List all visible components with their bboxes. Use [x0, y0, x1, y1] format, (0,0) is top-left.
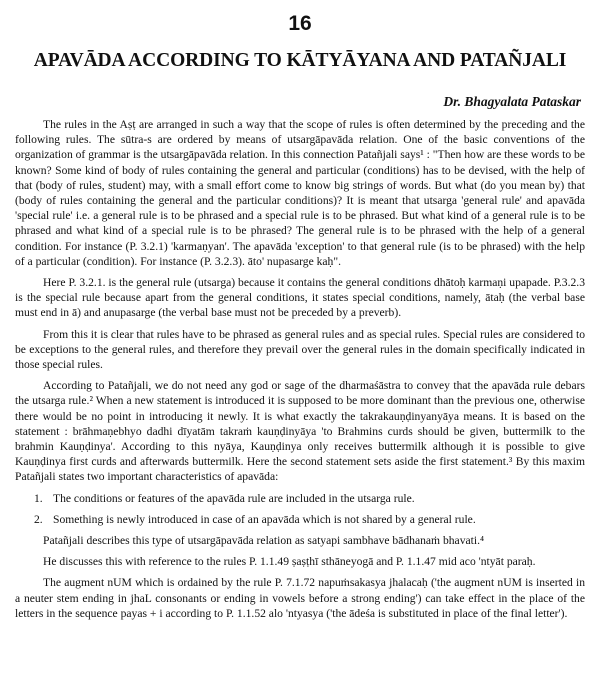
chapter-number: 16 [288, 12, 312, 35]
list-item-number: 1. [34, 491, 43, 505]
list-item [15, 512, 585, 527]
chapter-title: APAVĀDA ACCORDING TO KĀTYĀYANA AND PATAÑJALI [33, 50, 567, 71]
list-item-text: Something is newly introduced in case of an apavāda which is not shared by a general rule. [53, 512, 476, 526]
list-item-text: The conditions or features of the apavāda rule are included in the utsarga rule. [53, 491, 415, 505]
paragraph: He discusses this with reference to the rules P. 1.1.49 ṣaṣṭhī sthāneyogā and P. 1.1.47 mid aco 'ntyāt paraḥ. [43, 555, 536, 569]
author-name: Dr. Bhagyalata Pataskar [443, 94, 581, 109]
list-item-number: 2. [34, 512, 43, 526]
paragraph: From this it is clear that rules have to be phrased as general rules and as special rules. Special rules are considered to be exceptions to the general rules, and therefore they prevail over the general rules in the domain specifically indicated in those special rules. [15, 327, 585, 372]
paragraph: The augment nUM which is ordained by the rule P. 7.1.72 napuṁsakasya jhalacaḥ ('the augment nUM is inserted in a neuter stem ending in jhaL consonants or ending in vowels before a strong ending') can take effect in the place of the letters in the sequence payas + i according to P. 1.1.52 alo 'ntyasya ('the ādeśa is substituted in place of the final letter'). [15, 576, 585, 620]
paragraph: Here P. 3.2.1. is the general rule (utsarga) because it contains the general conditions dhātoḥ karmaṇi upapade. P.3.2.3 is the special rule because apart from the general conditions, it states special conditions, namely, ātaḥ (the verbal base must end in ā) and anupasarge (the verbal base must not be preceded by a preverb). [15, 276, 585, 320]
paragraph: According to Patañjali, we do not need any god or sage of the dharmaśāstra to convey that the apavāda rule debars the utsarga rule.² When a new statement is introduced it is supposed to be more dominant than the previous one, otherwise there would be no point in introducing it newly. It is what exactly the takrakauṇḍinyanyāya means. It is based on the statement : brāhmaṇebhyo dadhi dīyatām takraṁ kauṇḍinyāya 'to Brahmins curds should be given, buttermilk to the brahmin Kauṇḍinya'. According to this nyāya, Kauṇḍinya only receives buttermilk although it is possible to give Kauṇḍinya first curds and afterwards buttermilk. Here the second statement sets aside the first statement.³ By this maxim Patañjali states two important characteristics of apavāda: [15, 379, 585, 484]
paragraph: Patañjali describes this type of utsargāpavāda relation as satyapi sambhave bādhanaṁ bhavati.⁴ [43, 534, 485, 548]
article-body [15, 117, 585, 621]
list-item [15, 491, 585, 506]
paragraph: The rules in the Aṣṭ are arranged in such a way that the scope of rules is often determined by the preceding and the following rules. The sūtra-s are ordered by means of utsargāpavāda relation. One of the basic conventions of the organization of grammar is the utsargāpavāda relation. In this connection Patañjali says¹ : "Then how are these words to be known? Some kind of body of rules containing the general and particular (conditions) has to be devised, with the help of that (body of rules, student) may, with a small effort come to know big strings of words. But what (do you mean by) that (body of rules containing the general and the particular conditions)? It is meant that utsarga 'general rule' and apavāda 'special rule' i.e. a general rule is to be phrased and a special rule is to be phrased. But what kind of a general rule is to be phrased and what kind of a special rule is to be phrased? The general rule is to be phrased with the help of a general condition. For instance (P. 3.2.1) 'karmaṇyan'. The apavāda 'exception' to that general rule (is to be phrased) with the help of a particular (condition). For instance (P. 3.2.3). āto' nupasarge kaḥ". [15, 118, 585, 268]
